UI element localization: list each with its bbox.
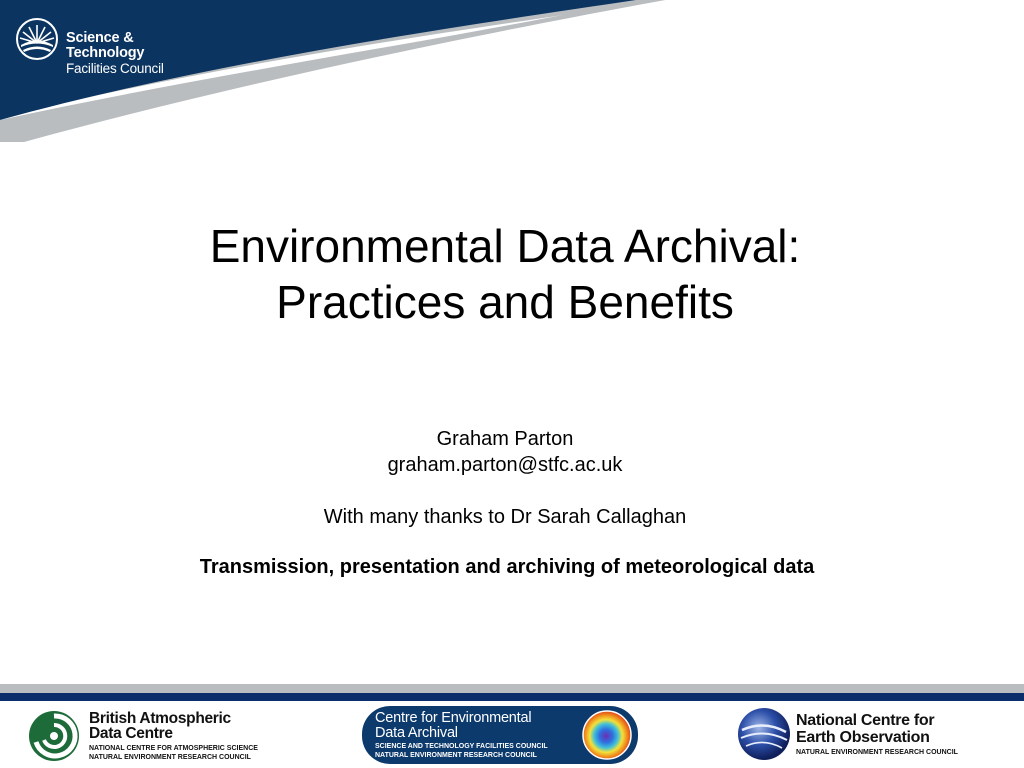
session-title: Transmission, presentation and archiving of meteorological data <box>199 556 815 578</box>
slide-title-line1: Environmental Data Archival: <box>209 220 801 272</box>
stfc-sunburst-icon <box>14 16 60 62</box>
ceda-name-line2: Data Archival <box>375 725 458 741</box>
slide-title-line2: Practices and Benefits <box>276 276 734 328</box>
author-block <box>100 426 910 478</box>
badc-name-line2: Data Centre <box>89 725 173 742</box>
nceo-name <box>796 712 934 746</box>
footer-bar-navy <box>0 693 1024 701</box>
nceo-name-line1: National Centre for <box>796 712 935 729</box>
ceda-subtitle <box>375 742 548 760</box>
badc-name <box>89 711 231 741</box>
stfc-wordmark <box>66 31 214 76</box>
author-email: graham.parton@stfc.ac.uk <box>387 454 623 476</box>
ceda-sub-line2: NATURAL ENVIRONMENT RESEARCH COUNCIL <box>375 752 537 759</box>
ceda-logo <box>362 706 638 764</box>
nceo-name-line2: Earth Observation <box>796 729 930 746</box>
nceo-logo <box>736 706 996 764</box>
footer-bar-grey <box>0 684 1024 693</box>
nceo-earth-swirl-icon <box>736 706 792 762</box>
stfc-logo <box>14 16 214 76</box>
badc-logo <box>28 708 278 764</box>
badc-subtitle <box>89 745 258 762</box>
stfc-name-line1: Science & Technology <box>66 30 145 61</box>
badc-sub-line1: NATIONAL CENTRE FOR ATMOSPHERIC SCIENCE <box>89 745 258 752</box>
ceda-name-line1: Centre for Environmental <box>375 710 532 726</box>
badc-swirl-icon <box>28 710 80 762</box>
author-name: Graham Parton <box>436 428 574 450</box>
ceda-sub-line1: SCIENCE AND TECHNOLOGY FACILITIES COUNCIL <box>375 743 548 750</box>
acknowledgement: With many thanks to Dr Sarah Callaghan <box>323 506 687 528</box>
badc-name-line1: British Atmospheric <box>89 710 231 727</box>
nceo-subtitle: NATURAL ENVIRONMENT RESEARCH COUNCIL <box>796 749 958 756</box>
ceda-globe-icon <box>581 709 633 761</box>
ceda-name <box>375 711 531 741</box>
badc-sub-line2: NATURAL ENVIRONMENT RESEARCH COUNCIL <box>89 753 251 761</box>
slide-title <box>100 218 910 330</box>
stfc-name-line2: Facilities Council <box>66 61 164 76</box>
